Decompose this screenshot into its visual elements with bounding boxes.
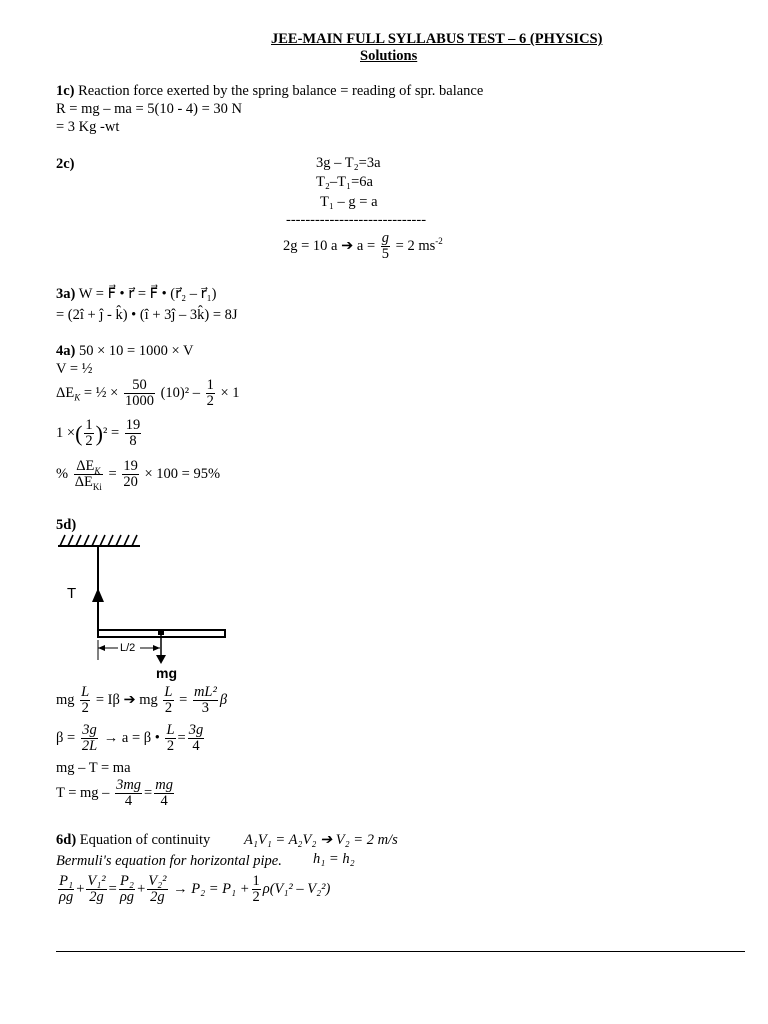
dimension-arrow-right: [153, 645, 160, 651]
q4-tail: × 1: [220, 384, 240, 401]
equals: =: [144, 784, 153, 801]
q2-equation-2: T₂–T₁=6a: [316, 174, 373, 190]
q1-line3: = 3 Kg -wt: [56, 119, 120, 135]
q2-result-right: = 2 ms: [392, 237, 436, 254]
q3-line2: = (2î + ĵ - k̂) • (î + 3ĵ – 3k̂) = 8J: [56, 307, 238, 323]
question-4: [56, 343, 193, 360]
question-label: 2c): [56, 156, 75, 172]
dimension-arrow-left: [98, 645, 105, 651]
fraction: [154, 778, 174, 809]
denominator: 2L: [81, 738, 98, 754]
q3-line1: W = F⃗ • r⃗ = F⃗ • (r⃗₂ – r⃗₁): [78, 286, 217, 302]
footer-rule: [56, 951, 745, 952]
page-subtitle: Solutions: [360, 48, 418, 64]
equals: =: [108, 465, 117, 482]
rod-diagram: [56, 532, 246, 682]
numerator: 1: [206, 377, 214, 393]
denominator: 2g: [150, 889, 165, 905]
q6-heights: h₁ = h₂: [313, 851, 355, 867]
plus: +: [137, 880, 146, 897]
q1-line2: R = mg – ma = 5(10 - 4) = 30 N: [56, 101, 243, 117]
numerator: 19: [125, 417, 141, 433]
fraction: [193, 685, 218, 716]
fraction: [165, 723, 175, 754]
fraction: [115, 778, 142, 809]
numerator: 1: [252, 873, 260, 889]
q5-line1: [56, 685, 227, 716]
fraction: [252, 874, 261, 905]
denominator: ΔE: [74, 474, 93, 490]
tension-arrow: [92, 588, 104, 602]
question-label: 1c): [56, 83, 75, 99]
q5-l2-mid: → a = β •: [103, 729, 160, 746]
numerator: 3mg: [116, 777, 142, 793]
q2-equation-3: T₁ – g = a: [320, 194, 378, 210]
numerator: P₂: [120, 873, 134, 889]
fraction: [119, 874, 135, 905]
q4-l4-eq: ² =: [102, 424, 120, 441]
q5-l1: mg: [56, 691, 75, 708]
q4-mid: (10)² –: [160, 384, 200, 401]
delta-e: ΔE: [56, 384, 75, 401]
fraction: [163, 685, 173, 716]
q6-arrow: → P₂ = P₁ +: [173, 880, 250, 897]
q4-line1: 50 × 10 = 1000 × V: [78, 343, 194, 359]
numerator: P₁: [59, 873, 74, 889]
q4-line4: 1 ×( $\frac{1}{2}$ )² = $\frac{19}{8}$: [56, 417, 141, 449]
denominator: 2: [206, 393, 214, 409]
plus: +: [76, 880, 85, 897]
numerator: L: [164, 684, 173, 700]
q5-line2: [56, 723, 206, 754]
weight-label: mg: [156, 665, 177, 681]
denominator: 2g: [89, 889, 104, 905]
question-3: [56, 286, 216, 303]
numerator: 1: [85, 417, 93, 433]
denominator: 20: [123, 474, 138, 490]
numerator: g: [381, 230, 390, 246]
fraction: [188, 723, 205, 754]
q6-bernoulli: [56, 874, 330, 905]
fraction: [122, 459, 139, 490]
denominator: 2: [164, 700, 173, 716]
denominator: 4: [124, 793, 133, 809]
denominator: ρg: [119, 889, 135, 905]
q6-line2: Bermuli's equation for horizontal pipe.: [56, 853, 282, 869]
numerator: V₁²: [87, 873, 106, 889]
equals: =: [108, 880, 117, 897]
page-title: JEE-MAIN FULL SYLLABUS TEST – 6 (PHYSICS): [271, 31, 603, 47]
q2-divider: -----------------------------: [286, 212, 427, 228]
half: = ½ ×: [83, 384, 119, 401]
fraction: [84, 418, 93, 449]
numerator: L: [166, 722, 175, 738]
equals: =: [177, 729, 186, 746]
numerator: 50: [124, 378, 155, 394]
q6-continuity: A₁V₁ = A₂V₂ ➔ V₂ = 2 m/s: [244, 832, 398, 848]
denominator: ρg: [59, 889, 74, 905]
q2-result-left: 2g = 10 a ➔ a =: [283, 237, 379, 254]
denominator: 2: [85, 433, 93, 449]
q4-line3: $\Delta E_K$ = ½ × $\frac{50}{1000}$ (10)² – $\frac{1}{2}$ × 1: [56, 377, 240, 409]
fraction: [381, 231, 390, 262]
q4-pct-tail: × 100 = 95%: [144, 465, 221, 482]
fraction: [147, 874, 167, 905]
question-6: [56, 832, 210, 849]
numerator: V₂²: [148, 873, 167, 889]
q6-tail: ρ(V₁² – V₂²): [262, 880, 331, 897]
center-of-mass: [158, 630, 164, 635]
denominator: 2: [81, 700, 89, 716]
fraction: [80, 685, 90, 716]
numerator: 19: [123, 458, 138, 474]
q5-line3: mg – T = ma: [56, 760, 131, 776]
weight-arrow: [156, 655, 166, 664]
q5-l4-start: T = mg –: [56, 784, 110, 801]
fraction: [125, 418, 142, 449]
denominator: 2: [252, 889, 260, 905]
equals: =: [179, 691, 188, 708]
q5-l2-start: β =: [56, 729, 76, 746]
denominator: 4: [192, 738, 200, 754]
q5-line4: [56, 778, 176, 809]
fraction: [124, 378, 155, 409]
question-label: 6d): [56, 832, 77, 848]
question-label: 3a): [56, 286, 76, 302]
fraction: [86, 874, 106, 905]
question-1: [56, 83, 483, 100]
denominator: 4: [160, 793, 168, 809]
denominator: 2: [166, 738, 175, 754]
denominator: 8: [129, 433, 137, 449]
question-label: 4a): [56, 343, 76, 359]
denominator: 5: [381, 246, 390, 262]
denominator: 1000: [124, 393, 154, 409]
q2-equation-1: 3g – T₂=3a: [316, 155, 381, 171]
question-label: 5d): [56, 517, 77, 533]
numerator: 3g: [188, 722, 204, 738]
length-label: L/2: [120, 642, 136, 654]
beta: β: [219, 691, 228, 708]
q4-line5: [56, 459, 220, 490]
fraction: [81, 723, 98, 754]
tension-label: T: [67, 585, 77, 602]
q5-l1-mid: = Iβ ➔ mg: [95, 691, 158, 708]
numerator: ΔE: [76, 458, 95, 474]
numerator: mL²: [193, 684, 217, 700]
q2-result: 2g = 10 a ➔ a = $\frac{g}{5}$ = 2 $ms^{-2}$: [283, 230, 443, 262]
fraction: [58, 874, 74, 905]
q6-line1: Equation of continuity: [79, 832, 211, 848]
numerator: L: [81, 684, 90, 700]
q1-line1: Reaction force exerted by the spring balance = reading of spr. balance: [78, 83, 484, 99]
ceiling-hatching: [60, 535, 137, 546]
numerator: mg: [155, 777, 173, 793]
fraction: [206, 378, 215, 409]
fraction: $\frac{\Delta E_K}{\Delta E_{Ki}}$: [74, 458, 102, 492]
percent-sign: %: [56, 465, 69, 482]
numerator: 3g: [82, 722, 97, 738]
denominator: 3: [201, 700, 209, 716]
q4-line2: V = ½: [56, 361, 93, 377]
q4-l4-start: 1 ×: [56, 424, 76, 441]
